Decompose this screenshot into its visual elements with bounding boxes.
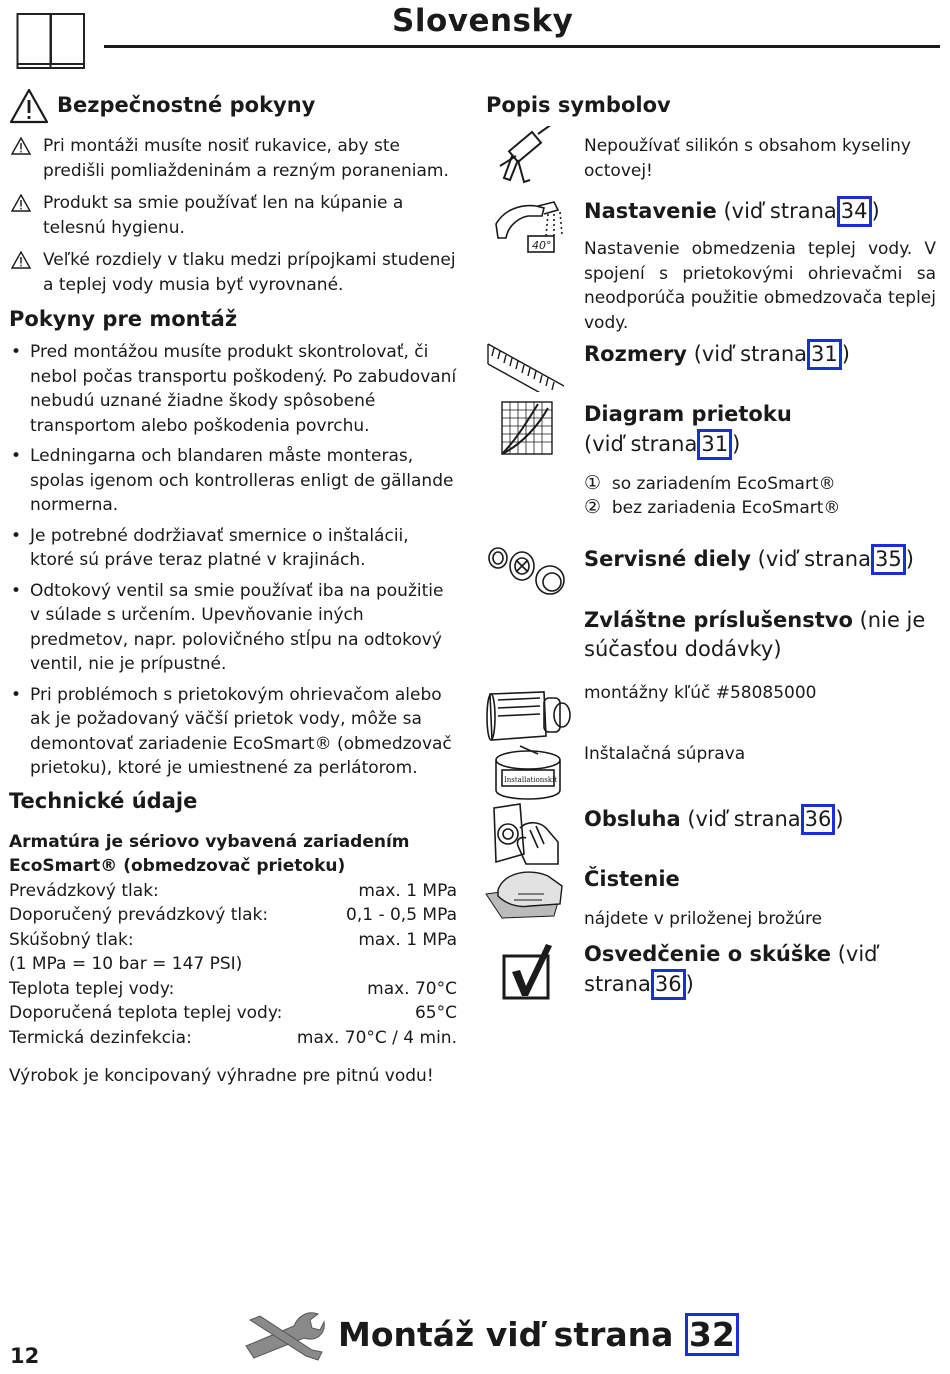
temperature-adjust-icon — [492, 196, 564, 256]
warning-icon — [9, 88, 49, 124]
certificate-title: Osvedčenie o skúške — [584, 942, 832, 966]
safety-item-text: Veľké rozdiely v tlaku medzi prípojkami studenej a teplej vody musia byť vyrovnané. — [43, 250, 456, 295]
spec-label: Termická dezinfekcia: — [9, 1027, 192, 1048]
warning-icon — [11, 137, 31, 155]
spec-label: Prevádzkový tlak: — [9, 880, 159, 901]
operation-hand-icon — [490, 802, 562, 866]
mounting-heading: Pokyny pre montáž — [9, 307, 238, 331]
mounting-key-text: montážny kľúč #58085000 — [584, 683, 817, 703]
thermometer-reading: 40° — [532, 239, 552, 252]
installation-kit-icon — [490, 744, 570, 806]
tech-heading: Technické údaje — [9, 788, 198, 813]
flow-close: ) — [732, 432, 741, 456]
cleaning-title: Čistenie — [584, 867, 680, 891]
tech-bold-line: Armatúra je sériovo vybavená zariadením — [9, 831, 410, 852]
service-page-link[interactable]: 35 — [871, 544, 906, 575]
spec-value: max. 70°C — [367, 978, 457, 999]
spec-label: Doporučený prevádzkový tlak: — [9, 905, 269, 926]
mounting-item: • Odtokový ventil sa smie používať iba na použitie v súlade s určením. Upevňovanie iných predmetov, napr. polovičného stĺpu na odtokový ventil, nie je prípustné. — [9, 579, 457, 677]
dims-page-link[interactable]: 31 — [807, 339, 842, 370]
left-column — [9, 88, 457, 1089]
flow-title-line — [584, 400, 944, 460]
footer-title-text: Montáž viď strana — [338, 1315, 674, 1354]
adjust-text: Nastavenie obmedzenia teplej vody. V spojení s prietokovými ohrievačmi sa neodporúča použitie obmedzovača teplej vody. — [584, 239, 936, 333]
manual-book-icon — [16, 12, 86, 70]
flow-title: Diagram prietoku — [584, 402, 792, 426]
safety-item — [9, 134, 457, 183]
safety-heading-text: Bezpečnostné pokyny — [57, 93, 316, 118]
spec-label: Teplota teplej vody: — [9, 978, 175, 999]
accessories-title-line — [584, 606, 934, 664]
safety-heading — [9, 88, 457, 124]
operation-see: (viď strana — [687, 807, 801, 831]
page-header — [0, 0, 950, 70]
service-see: (viď strana — [757, 547, 871, 571]
symbols-heading: Popis symbolov — [486, 93, 671, 117]
dims-title-line — [584, 339, 944, 370]
flow-diagram-icon — [498, 400, 556, 460]
flow-option-text: bez zariadenia EcoSmart® — [611, 498, 841, 518]
spec-row — [9, 903, 457, 928]
safety-item-text: Produkt sa smie používať len na kúpanie a telesnú hygienu. — [43, 193, 404, 238]
dims-close: ) — [841, 342, 850, 366]
wrench-tools-icon — [242, 1306, 326, 1362]
spec-label: Doporučená teplota teplej vody: — [9, 1003, 283, 1024]
certificate-see: (viď strana — [584, 942, 878, 996]
tech-bold-line: EcoSmart® (obmedzovač prietoku) — [9, 856, 346, 877]
mounting-item: • Ledningarna och blandaren måste monteras, spolas igenom och kontrolleras enligt de gällande normerna. — [9, 444, 457, 518]
page-number: 12 — [10, 1344, 40, 1368]
safety-item — [9, 191, 457, 240]
certificate-page-link[interactable]: 36 — [651, 969, 686, 1000]
spec-value: max. 1 MPa — [358, 880, 457, 901]
spec-row — [9, 977, 457, 1002]
operation-title: Obsluha — [584, 807, 681, 831]
adjust-title: Nastavenie — [584, 199, 717, 223]
dims-see: (viď strana — [693, 342, 808, 366]
flow-option-number: ② — [584, 496, 602, 518]
flow-option-number: ① — [584, 472, 602, 494]
ruler-dimensions-icon — [484, 340, 568, 392]
operation-close: ) — [835, 807, 844, 831]
spec-row — [9, 1026, 457, 1051]
certificate-checkmark-icon — [500, 942, 556, 1002]
adjust-page-link[interactable]: 34 — [837, 196, 872, 227]
flow-option-text: so zariadením EcoSmart® — [611, 474, 836, 494]
accessories-rest: (nie je súčasťou dodávky) — [584, 608, 926, 661]
spec-label: Skúšobný tlak: — [9, 929, 134, 950]
silicone-warning-text: Nepoužívať silikón s obsahom kyseliny octovej! — [584, 136, 911, 181]
spec-row — [9, 879, 457, 904]
flow-see: (viď strana — [584, 432, 698, 456]
mounting-item: • Je potrebné dodržiavať smernice o inštalácii, ktoré sú práve teraz platné v krajinách. — [9, 524, 457, 573]
drinking-water-note: Výrobok je koncipovaný výhradne pre pitnú vodu! — [9, 1066, 434, 1087]
certificate-close: ) — [685, 972, 694, 996]
warning-icon — [11, 251, 31, 269]
certificate-title-line — [584, 940, 934, 1000]
service-title: Servisné diely — [584, 547, 751, 571]
mounting-item: • Pri problémoch s prietokovým ohrievačom alebo ak je požadovaný väčší prietok vody, môže sa demontovať zariadenie EcoSmart® (obmedzovač prietoku), ktoré je umiestnené za perlátorom. — [9, 683, 457, 781]
cleaning-title-line — [584, 865, 944, 894]
service-close: ) — [905, 547, 914, 571]
installation-kit-text: Inštalačná súprava — [584, 744, 746, 764]
cleaning-cloth-icon — [484, 864, 564, 920]
spec-value: 65°C — [414, 1003, 457, 1024]
mounting-key-icon — [484, 684, 574, 746]
cleaning-text: nájdete v priloženej brožúre — [584, 909, 823, 929]
operation-page-link[interactable]: 36 — [801, 804, 836, 835]
spec-row — [9, 928, 457, 953]
spec-value: max. 1 MPa — [358, 929, 457, 950]
adjust-close: ) — [871, 199, 880, 223]
silicone-gun-icon — [496, 126, 556, 190]
adjust-title-line — [584, 196, 944, 227]
dims-title: Rozmery — [584, 342, 687, 366]
warning-icon — [11, 194, 31, 212]
flow-page-link[interactable]: 31 — [697, 429, 732, 460]
page-title: Slovensky — [392, 3, 574, 39]
spec-row — [9, 952, 457, 977]
kit-label: Installationskit — [504, 776, 558, 784]
safety-item — [9, 248, 457, 297]
safety-item-text: Pri montáži musíte nosiť rukavice, aby ste predišli pomliaždeninám a rezným poraneniam. — [43, 136, 449, 181]
flow-option-2 — [584, 495, 934, 521]
footer-mounting-title — [338, 1313, 739, 1356]
operation-title-line — [584, 804, 944, 835]
adjust-see: (viď strana — [723, 199, 837, 223]
spec-value: max. 70°C / 4 min. — [296, 1027, 457, 1048]
header-divider — [104, 45, 940, 48]
spec-label: (1 MPa = 10 bar = 147 PSI) — [9, 954, 243, 975]
mounting-item: • Pred montážou musíte produkt skontrolovať, či nebol počas transportu poškodený. Po zabudovaní nebudú uznané žiadne škody spôsobené transportom alebo poškodenia povrchu. — [9, 340, 457, 438]
accessories-title: Zvláštne príslušenstvo — [584, 608, 853, 632]
service-title-line — [584, 544, 944, 575]
spec-value: 0,1 - 0,5 MPa — [346, 905, 457, 926]
service-parts-icon — [486, 540, 570, 596]
footer-page-link[interactable]: 32 — [685, 1313, 739, 1356]
flow-option-1 — [584, 471, 934, 497]
spec-row — [9, 1001, 457, 1026]
